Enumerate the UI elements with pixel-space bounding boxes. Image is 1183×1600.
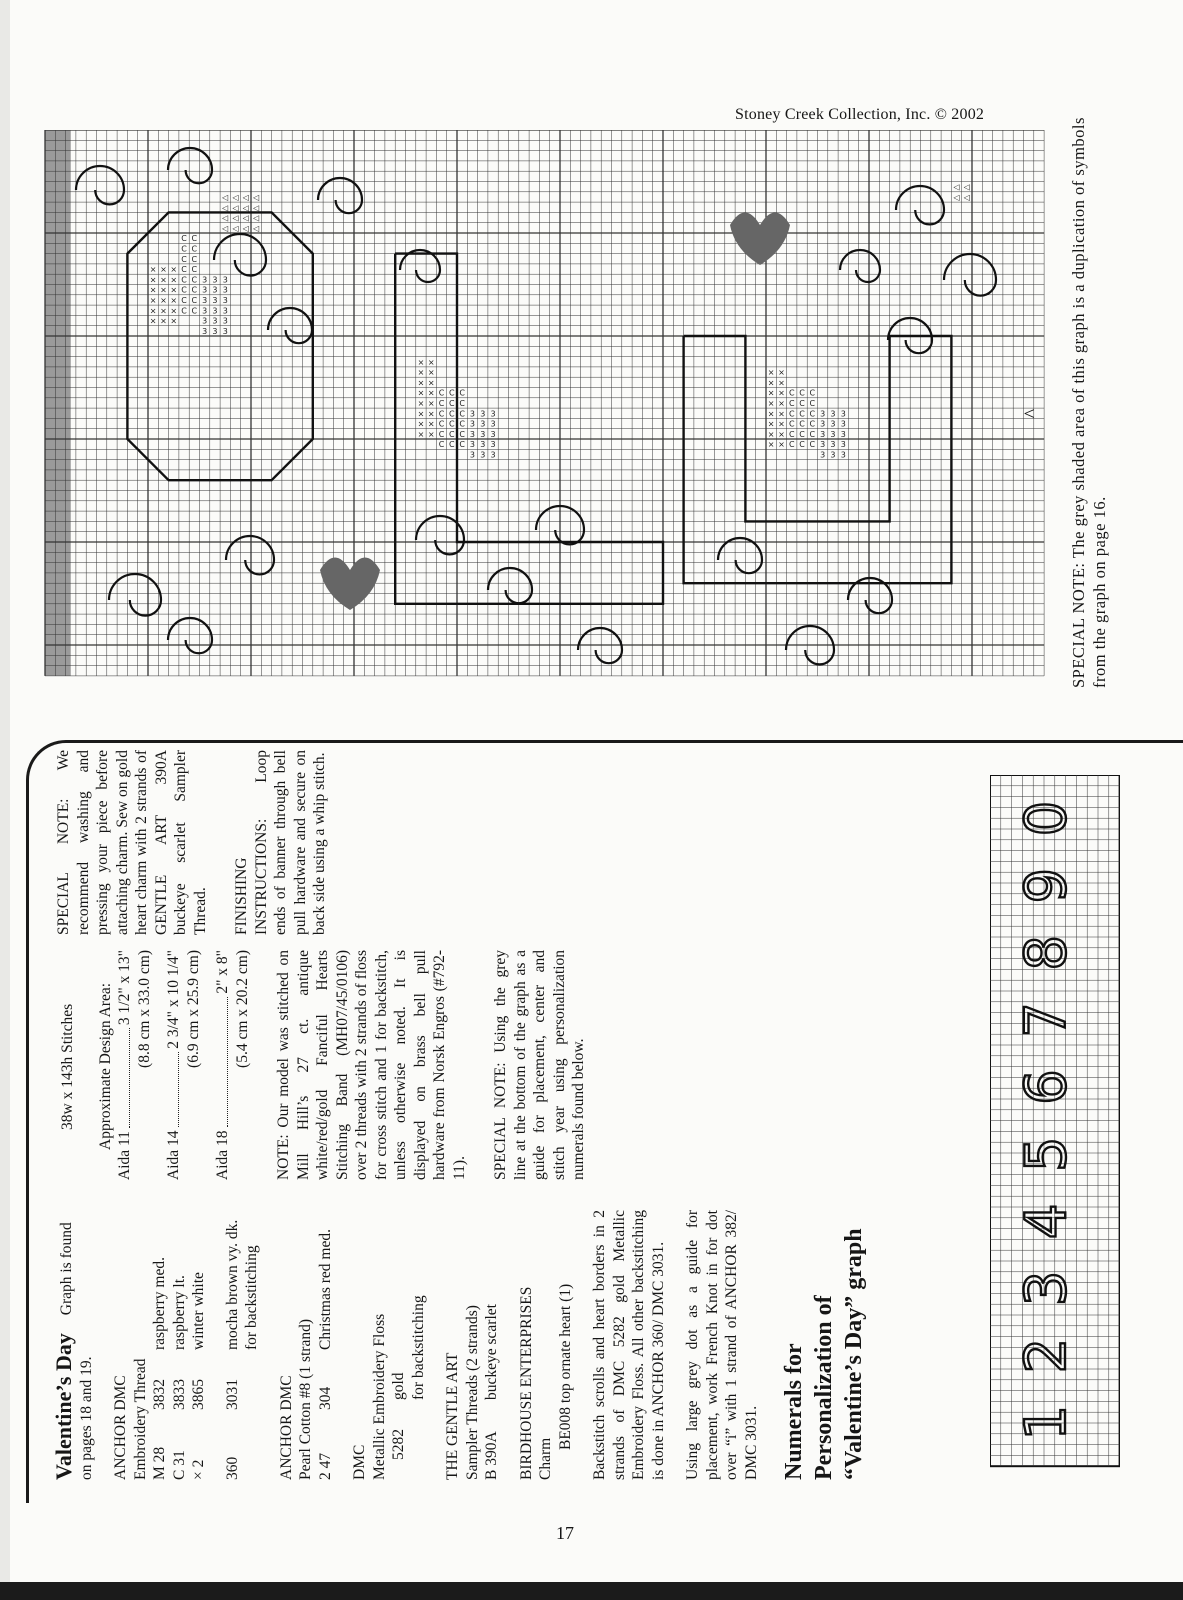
metallic-block [350, 1210, 428, 1480]
pearl-cotton-block [277, 1210, 336, 1480]
thread-row [170, 1210, 190, 1480]
stitch-symbol: 3 [212, 306, 218, 316]
stitch-symbol: 3 [830, 450, 836, 460]
metallic-code: 5282 [390, 1429, 407, 1460]
stitch-count: 38w x 143h Stitches [59, 1003, 76, 1130]
stitch-symbol: 3 [820, 429, 826, 439]
stitch-symbol: C [788, 419, 795, 429]
stitch-symbol: × [170, 275, 178, 285]
stitch-symbol: C [181, 234, 187, 244]
instructions-column-3 [54, 750, 330, 935]
stitch-symbol: 3 [212, 296, 218, 306]
backstitch-thread-row [223, 1210, 243, 1480]
size-label: Aida 14 [165, 1130, 182, 1180]
stitch-symbol: C [799, 388, 805, 398]
stitch-symbol: 3 [480, 419, 486, 429]
stitch-symbol: 3 [830, 419, 836, 429]
stitch-symbol: × [417, 429, 425, 439]
size-row [213, 950, 233, 1180]
scroll-swirl [168, 148, 212, 183]
instructions-column-2 [54, 950, 589, 1180]
stitch-symbol: × [767, 388, 775, 398]
stitch-symbol: C [459, 429, 465, 439]
stitch-symbol: 3 [202, 275, 208, 285]
pearl-row [316, 1210, 336, 1480]
sampler-name: buckeye scarlet [483, 1304, 500, 1400]
stitch-symbol: C [449, 388, 455, 398]
stitch-symbol: 3 [480, 450, 486, 460]
stitch-symbol: ◁ [242, 193, 249, 203]
numeral-digit: 8 [1014, 934, 1080, 971]
stitch-symbol: C [449, 419, 455, 429]
french-knot-note: Using large grey dot as a guide for placement, work French Knot in for dot over “i” with 1 strand of ANCHOR 382/ DMC 3031. [684, 1210, 760, 1480]
numeral-digit: 5 [1014, 1136, 1080, 1172]
thread-anchor: 360 [223, 1456, 241, 1480]
stitch-symbol: 3 [202, 316, 208, 326]
stitch-symbol: 3 [212, 316, 218, 326]
size-value: 3 1/2" x 13" [116, 950, 133, 1026]
numeral-digit: 1 [1014, 1404, 1080, 1441]
pattern-title: Valentine’s Day [51, 1333, 76, 1480]
stitch-symbol: C [438, 409, 445, 419]
stitch-symbol: × [427, 429, 435, 439]
stitch-symbol: C [449, 399, 455, 409]
stitch-symbol: 3 [840, 450, 846, 460]
stitch-symbol: × [427, 388, 435, 398]
grey-shaded-strip [45, 130, 71, 676]
stitch-symbol: C [191, 296, 198, 306]
stitch-symbol: × [160, 296, 167, 306]
thread-row [150, 1210, 170, 1480]
stitch-symbol: × [778, 399, 785, 409]
stitch-symbol: 3 [830, 409, 836, 419]
thread-symbol: × 2 [190, 1459, 207, 1480]
stitch-symbol: 3 [212, 285, 218, 295]
stitch-symbol: ◁ [963, 193, 970, 203]
stitch-symbol: 3 [830, 440, 836, 450]
embroidery-thread-block [111, 1210, 262, 1480]
stitch-symbol: × [778, 429, 785, 439]
stitch-symbol: 3 [820, 450, 826, 460]
scroll-swirl [944, 254, 996, 296]
stitch-symbol: C [191, 234, 198, 244]
stitch-symbol: × [417, 378, 425, 388]
stitch-symbol: × [160, 275, 167, 285]
stitch-symbol: C [809, 419, 816, 429]
stitch-symbol: × [417, 409, 425, 419]
stitch-symbol: ◁ [253, 213, 260, 223]
metallic-name: gold [390, 1372, 407, 1400]
stitch-symbol: C [191, 254, 198, 264]
scan-bottom-edge [0, 1582, 1183, 1600]
stitch-symbol: C [181, 306, 187, 316]
pearl-name: Christmas red med. [316, 1229, 334, 1350]
stitch-symbol: C [438, 399, 445, 409]
gentle-art-block [443, 1210, 502, 1480]
stitch-symbol: C [449, 429, 455, 439]
stitch-symbol: × [427, 368, 435, 378]
metallic-heading: Metallic Embroidery Floss [370, 1313, 388, 1480]
thread-dmc: 3833 [170, 1379, 188, 1410]
thread-use: for backstitching [243, 1245, 260, 1350]
stitch-symbol: × [417, 368, 425, 378]
center-arrow: ^ [1021, 408, 1044, 419]
backstitch-note: Backstitch scrolls and heart borders in 2 strands of DMC 5282 gold Metallic Embroidery Floss. All other backstitching is done in ANCHOR 360/ DMC 3031. [591, 1210, 667, 1480]
stitch-symbol: C [788, 399, 795, 409]
birdhouse-block [517, 1210, 576, 1480]
stitch-symbol: C [191, 265, 198, 275]
size-metric: (6.9 cm x 25.9 cm) [184, 950, 202, 1068]
stitch-symbol: 3 [490, 409, 496, 419]
birdhouse-heading: BIRDHOUSE ENTERPRISES [517, 1286, 535, 1480]
scroll-swirl [400, 250, 440, 282]
stitch-symbol: C [459, 399, 465, 409]
stitch-symbol: 3 [222, 316, 228, 326]
stitch-symbol: × [149, 285, 157, 295]
stitch-symbol: × [149, 306, 157, 316]
stitch-symbol: C [809, 388, 816, 398]
stitch-symbol: 3 [222, 306, 228, 316]
stitch-symbol: C [788, 388, 795, 398]
numeral-digit: 0 [1014, 800, 1080, 837]
stitch-symbol: 3 [469, 450, 475, 460]
stitch-symbol: ◁ [253, 223, 260, 233]
stitch-symbol: C [181, 275, 187, 285]
stitch-symbol: 3 [480, 440, 486, 450]
thread-symbol: M 28 [151, 1446, 168, 1480]
stitch-symbol: × [778, 378, 785, 388]
stitch-symbol: × [170, 316, 178, 326]
stitch-symbol: C [459, 388, 465, 398]
stitch-symbol: × [149, 316, 157, 326]
copyright-line: Stoney Creek Collection, Inc. © 2002 [735, 106, 985, 123]
stitch-symbol: ◁ [242, 213, 249, 223]
stitch-symbol: 3 [222, 296, 228, 306]
stitch-symbol: C [809, 399, 816, 409]
size-label: Aida 11 [116, 1131, 133, 1180]
stitch-symbol: 3 [490, 450, 496, 460]
stitch-symbol: ◁ [232, 193, 239, 203]
anchor-dmc-heading: ANCHOR DMC [112, 1375, 129, 1480]
numerals-title: Numerals for Personalization of “Valentine’s Day” graph [781, 1228, 867, 1480]
stitch-symbol: C [191, 306, 198, 316]
numeral-digit: 9 [1014, 867, 1080, 904]
stitch-symbol: × [417, 399, 425, 409]
stitch-symbol: C [459, 419, 465, 429]
scroll-swirl [109, 574, 161, 616]
numerals-graph [990, 775, 1120, 1475]
graph-reference: Graph is found on pages 18 and 19. [58, 1222, 95, 1480]
stitch-symbol: 3 [840, 440, 846, 450]
metallic-use: for backstitching [409, 1295, 427, 1400]
scroll-swirl [76, 166, 124, 204]
stitch-symbol: × [778, 368, 785, 378]
stitch-symbol: 3 [222, 326, 228, 336]
stitch-symbol: × [778, 388, 785, 398]
thread-dmc: 3865 [190, 1379, 207, 1410]
stitch-symbol: C [799, 440, 805, 450]
stitch-symbol: 3 [840, 409, 846, 419]
instructions-panel [51, 750, 1134, 1480]
pearl-dmc: 304 [316, 1386, 334, 1410]
stitch-symbol: 3 [820, 409, 826, 419]
grey-line-note: SPECIAL NOTE: Using the grey line at the bottom of the graph as a guide for placement, center and stitch year using personalization numerals found below. [492, 950, 587, 1180]
stitch-symbol: 3 [490, 429, 496, 439]
stitch-symbol: × [778, 419, 785, 429]
stitch-symbol: × [767, 378, 775, 388]
stitch-symbol: C [449, 440, 455, 450]
stitch-symbol: × [778, 409, 785, 419]
stitch-symbol: C [788, 409, 795, 419]
model-note: NOTE: Our model was stitched on Mill Hill’s 27 ct. antique white/red/gold Fanciful Hearts Stitching Band (MH07/45/0106) over 2 threads with 2 strands of floss for cross stitch and 1 for backstitch, unless otherwise noted. It is displayed on brass bell pull hardware from Norsk Engros (#792-11). [275, 950, 468, 1180]
washing-note: SPECIAL NOTE: We recommend washing and pressing your piece before attaching charm. Sew on gold heart charm with 2 strands of GENTLE ART 390A buckeye scarlet Sampler Thread. [55, 750, 209, 935]
pearl-symbol: 2 47 [316, 1452, 334, 1480]
stitch-symbol: C [181, 244, 187, 254]
size-label: Aida 18 [214, 1130, 231, 1180]
stitch-symbol: × [767, 399, 775, 409]
stitch-symbol: C [459, 440, 465, 450]
stitch-symbol: × [149, 265, 157, 275]
stitch-symbol: 3 [469, 440, 475, 450]
stitch-symbol: 3 [820, 440, 826, 450]
graph-svg [40, 130, 1050, 690]
stitch-symbol: × [160, 306, 167, 316]
stitch-symbol: 3 [480, 409, 486, 419]
stitch-symbol: C [809, 440, 816, 450]
numeral-digit: 2 [1014, 1337, 1080, 1374]
dot-leader [213, 997, 228, 1128]
instructions-column-1 [51, 1210, 869, 1480]
stitch-symbol: ◁ [222, 223, 229, 233]
stitch-symbol: C [191, 244, 198, 254]
numerals-svg [990, 775, 1120, 1475]
design-area-heading: Approximate Design Area: [96, 982, 114, 1150]
pearl-anchor-dmc-heading: ANCHOR DMC [277, 1375, 295, 1480]
graph-special-note: SPECIAL NOTE: The grey shaded area of this graph is a duplication of symbols from the graph on page 16. [1069, 117, 1109, 688]
stitch-symbol: C [799, 409, 805, 419]
stitch-symbol: ◁ [253, 193, 260, 203]
stitch-symbol: C [799, 429, 805, 439]
stitch-symbol: × [170, 265, 178, 275]
scan-left-edge [0, 0, 10, 1600]
stitch-symbol: × [767, 440, 775, 450]
size-metric: (5.4 cm x 20.2 cm) [233, 950, 251, 1068]
stitch-symbol: C [799, 399, 805, 409]
stitch-symbol: C [438, 429, 445, 439]
stitch-symbol: × [767, 368, 775, 378]
scroll-swirl [168, 618, 212, 653]
pearl-cotton-heading: Pearl Cotton #8 (1 strand) [297, 1318, 314, 1480]
size-row [115, 950, 135, 1180]
thread-name: mocha brown vy. dk. [223, 1219, 241, 1350]
stitch-symbol: C [191, 275, 198, 285]
cross-stitch-graph [40, 130, 1050, 690]
size-metric: (8.8 cm x 33.0 cm) [135, 950, 153, 1068]
stitch-symbol: 3 [480, 429, 486, 439]
thread-dmc: 3031 [223, 1379, 241, 1410]
stitch-symbol: C [449, 409, 455, 419]
stitch-symbol: ◁ [953, 193, 960, 203]
stitch-symbol: × [778, 440, 785, 450]
thread-name: raspberry med. [151, 1257, 168, 1350]
stitch-symbol: 3 [212, 326, 218, 336]
stitch-symbol: × [149, 296, 157, 306]
sampler-heading: Sampler Threads (2 strands) [463, 1305, 481, 1480]
size-value: 2" x 8" [214, 950, 231, 994]
stitch-symbol: 3 [469, 429, 475, 439]
scroll-swirl [488, 568, 532, 603]
stitch-symbol: ◁ [222, 193, 229, 203]
stitch-symbol: × [170, 296, 178, 306]
stitch-symbol: 3 [820, 419, 826, 429]
stitch-symbol: × [767, 429, 775, 439]
scroll-swirl [840, 250, 880, 282]
thread-dmc: 3832 [151, 1379, 168, 1410]
stitch-symbol: 3 [840, 429, 846, 439]
numeral-digit: 6 [1014, 1069, 1080, 1105]
stitch-symbol: × [149, 275, 157, 285]
stitch-symbol: C [438, 388, 445, 398]
dot-leader [115, 1028, 130, 1128]
stitch-symbol: × [417, 357, 425, 367]
stitch-symbol: C [459, 409, 465, 419]
stitch-symbol: × [160, 285, 167, 295]
stitch-symbol: × [170, 285, 178, 295]
stitch-symbol: 3 [202, 296, 208, 306]
stitch-symbol: C [181, 296, 187, 306]
stitch-symbol: C [438, 440, 445, 450]
stitch-symbol: C [799, 419, 805, 429]
stitch-symbol: ◁ [242, 203, 249, 213]
embroidery-thread-heading: Embroidery Thread [131, 1358, 149, 1480]
grey-heart-dot [730, 213, 790, 266]
metallic-row [389, 1210, 409, 1480]
grey-heart-dot [320, 558, 380, 611]
stitch-symbol: × [170, 306, 178, 316]
charm-row: BE008 top ornate heart (1) [556, 1283, 574, 1450]
stitch-symbol: × [767, 419, 775, 429]
size-value: 2 3/4" x 10 1/4" [165, 950, 182, 1049]
stitch-symbol: × [427, 399, 435, 409]
scroll-swirl [214, 234, 266, 276]
thread-name: winter white [190, 1272, 207, 1350]
stitch-symbol: C [809, 409, 816, 419]
gentle-art-heading: THE GENTLE ART [444, 1352, 461, 1480]
stitch-symbol: 3 [469, 409, 475, 419]
stitch-symbol: 3 [212, 275, 218, 285]
title-line [51, 1210, 96, 1480]
stitch-symbol: 3 [202, 326, 208, 336]
stitch-symbol: 3 [490, 440, 496, 450]
stitch-symbol: C [191, 285, 198, 295]
dot-leader [164, 1052, 179, 1128]
thread-row [189, 1210, 209, 1480]
stitch-symbol: ◁ [232, 223, 239, 233]
stitch-symbol: ◁ [222, 203, 229, 213]
stitch-symbol: × [427, 419, 435, 429]
stitch-symbol: × [160, 316, 167, 326]
stitch-symbol: 3 [222, 275, 228, 285]
stitch-symbol: × [160, 265, 167, 275]
stitch-symbol: 3 [222, 285, 228, 295]
stitch-symbol: × [767, 409, 775, 419]
sampler-row: B 390A [483, 1431, 500, 1480]
thread-symbol: C 31 [170, 1450, 188, 1480]
page-number: 17 [556, 1523, 574, 1543]
stitch-symbol: C [181, 254, 187, 264]
numeral-digit: 3 [1014, 1270, 1080, 1307]
numeral-digit: 7 [1014, 1002, 1080, 1038]
stitch-symbol: C [809, 429, 816, 439]
stitch-symbol: ◁ [253, 203, 260, 213]
size-row [164, 950, 184, 1180]
stitch-symbol: 3 [490, 419, 496, 429]
stitch-symbol: C [438, 419, 445, 429]
stitch-symbol: C [181, 285, 187, 295]
stitch-symbol: ◁ [232, 203, 239, 213]
dmc-heading: DMC [351, 1444, 368, 1480]
stitch-symbol: × [417, 388, 425, 398]
numeral-digit: 4 [1014, 1203, 1080, 1240]
stitch-symbol: × [417, 419, 425, 429]
stitch-symbol: C [181, 265, 187, 275]
stitch-symbol: 3 [840, 419, 846, 429]
stitch-symbol: ◁ [963, 182, 970, 192]
stitch-symbol: ◁ [242, 223, 249, 233]
stitch-symbol: C [788, 429, 795, 439]
stitch-symbol: C [788, 440, 795, 450]
stitch-symbol: 3 [830, 429, 836, 439]
charm-heading: Charm [537, 1437, 554, 1480]
stitch-symbol: 3 [202, 306, 208, 316]
stitch-symbol: 3 [469, 419, 475, 429]
stitch-symbol: × [427, 378, 435, 388]
stitch-symbol: × [427, 409, 435, 419]
stitch-symbol: ◁ [222, 213, 229, 223]
stitch-symbol: ◁ [232, 213, 239, 223]
finishing-instructions: FINISHING INSTRUCTIONS: Loop ends of banner through bell pull hardware and secure on back side using a whip stitch. [233, 750, 328, 935]
thread-name: raspberry lt. [170, 1275, 188, 1350]
stitch-symbol: 3 [202, 285, 208, 295]
stitch-symbol: ◁ [953, 182, 960, 192]
stitch-symbol: × [427, 357, 435, 367]
scroll-swirl [318, 178, 362, 213]
